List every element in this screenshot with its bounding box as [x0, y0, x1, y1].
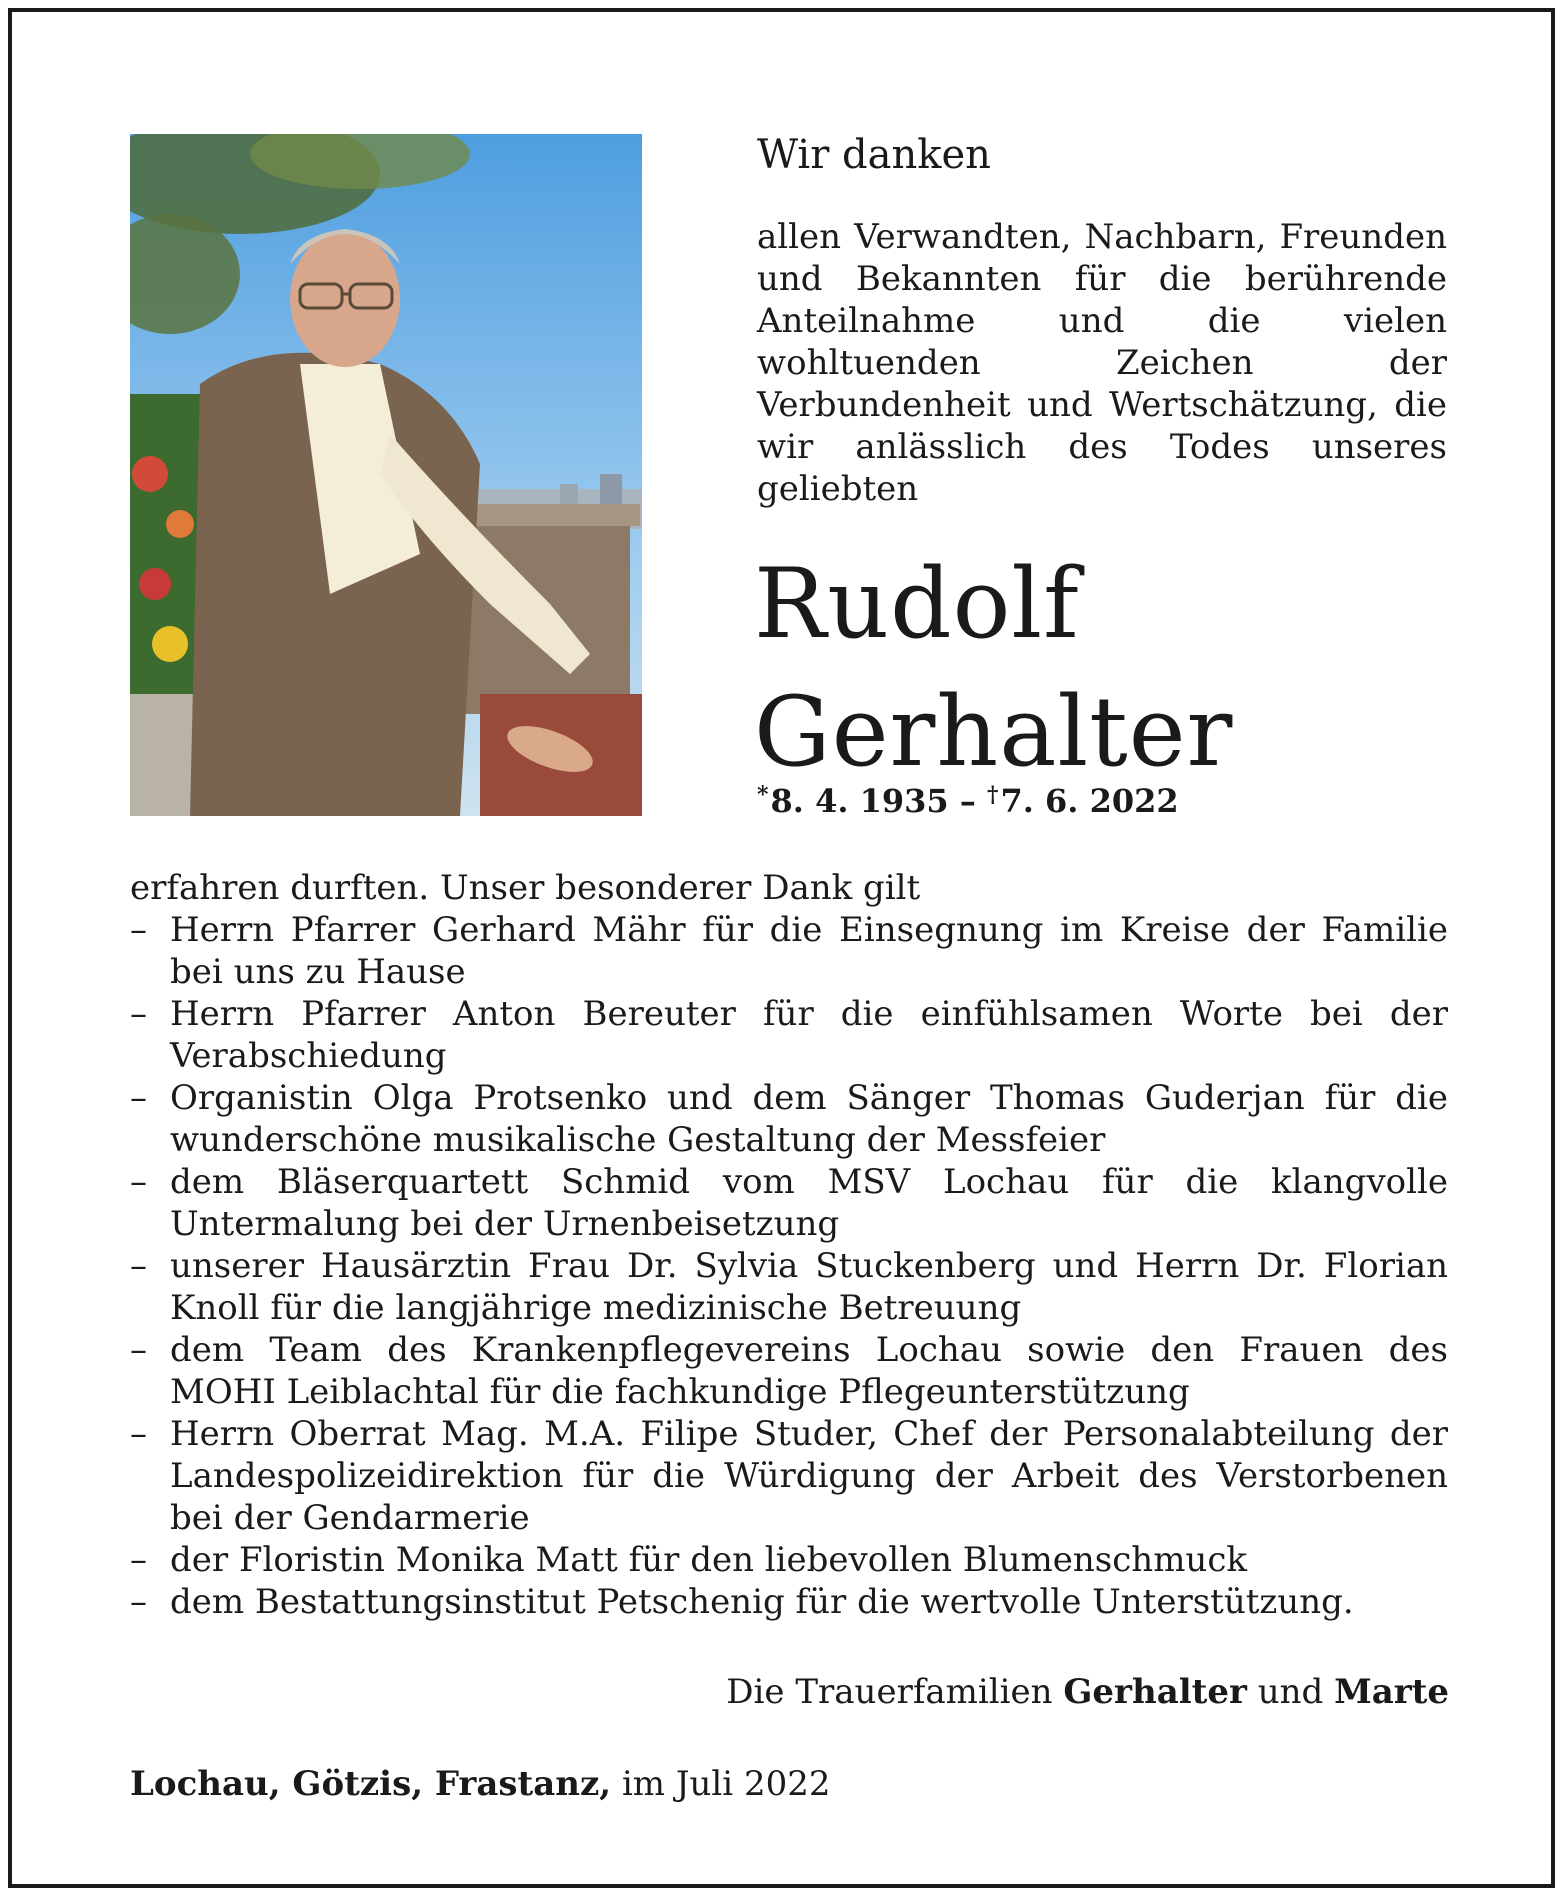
list-item: – Herrn Pfarrer Anton Bereuter für die einfühlsamen Worte bei der Verabschiedung: [130, 994, 1448, 1076]
deceased-last-name: Gerhalter: [754, 676, 1234, 788]
list-item: – Herrn Oberrat Mag. M.A. Filipe Studer, Chef der Personalabteilung der Landespolizeidirektion für die Würdigung der Arbeit des Verstorbenen bei der Gendarmerie: [130, 1414, 1448, 1538]
dash-bullet: –: [130, 1540, 147, 1580]
dash-bullet: –: [130, 1414, 147, 1454]
dash-bullet: –: [130, 1078, 147, 1118]
intro-heading: Wir danken: [757, 132, 991, 178]
deceased-name: [754, 540, 1454, 796]
life-dates: [757, 782, 1179, 820]
list-item: – dem Bestattungsinstitut Petschenig für die wertvolle Unterstützung.: [130, 1582, 1354, 1622]
birth-symbol: *: [757, 782, 769, 808]
list-item: – Herrn Pfarrer Gerhard Mähr für die Einsegnung im Kreise der Familie bei uns zu Hause: [130, 910, 1448, 992]
list-item: – dem Team des Krankenpflegevereins Lochau sowie den Frauen des MOHI Leiblachtal für die fachkundige Pflegeunterstützung: [130, 1330, 1448, 1412]
list-item: – unserer Hausärztin Frau Dr. Sylvia Stuckenberg und Herrn Dr. Florian Knoll für die langjährige medizinische Betreuung: [130, 1246, 1448, 1328]
portrait-photo: [130, 134, 642, 816]
closing-conjunction: und: [1257, 1672, 1324, 1712]
place-and-date: [130, 1764, 830, 1804]
obituary-card: [8, 8, 1555, 1888]
dash-bullet: –: [130, 1330, 147, 1370]
dash-bullet: –: [130, 1246, 147, 1286]
death-symbol: †: [986, 782, 999, 808]
portrait-photo-icon: [130, 134, 642, 816]
death-date: 7. 6. 2022: [1000, 782, 1179, 820]
closing-signature: [726, 1672, 1449, 1712]
thanks-section: [130, 867, 1448, 1623]
dash-bullet: –: [130, 1582, 147, 1622]
dash-bullet: –: [130, 1162, 147, 1202]
family-name-2: Marte: [1334, 1672, 1449, 1712]
intro-body: allen Verwandten, Nachbarn, Freunden und Bekannten für die berührende Anteilnahme und die vielen wohltuenden Zeichen der Verbundenheit und Wertschätzung, die wir anlässlich des Todes unseres geliebten: [757, 217, 1447, 509]
closing-prefix: Die Trauerfamilien: [726, 1672, 1053, 1712]
thanks-lead: erfahren durften. Unser besonderer Dank gilt: [130, 868, 921, 908]
list-item: – der Floristin Monika Matt für den liebevollen Blumenschmuck: [130, 1540, 1247, 1580]
thanks-list: [130, 909, 1448, 1623]
date-line: im Juli 2022: [621, 1764, 831, 1804]
intro-section: [757, 130, 1447, 510]
list-item: – Organistin Olga Protsenko und dem Sänger Thomas Guderjan für die wunderschöne musikalische Gestaltung der Messfeier: [130, 1078, 1448, 1160]
deceased-first-name: Rudolf: [754, 548, 1080, 660]
towns: Lochau, Götzis, Frastanz,: [130, 1764, 612, 1804]
birth-date: 8. 4. 1935: [770, 782, 949, 820]
dash-bullet: –: [130, 994, 147, 1034]
dash-bullet: –: [130, 910, 147, 950]
date-separator: –: [959, 782, 976, 820]
family-name-1: Gerhalter: [1063, 1672, 1247, 1712]
list-item: – dem Bläserquartett Schmid vom MSV Lochau für die klangvolle Untermalung bei der Urnenbeisetzung: [130, 1162, 1448, 1244]
